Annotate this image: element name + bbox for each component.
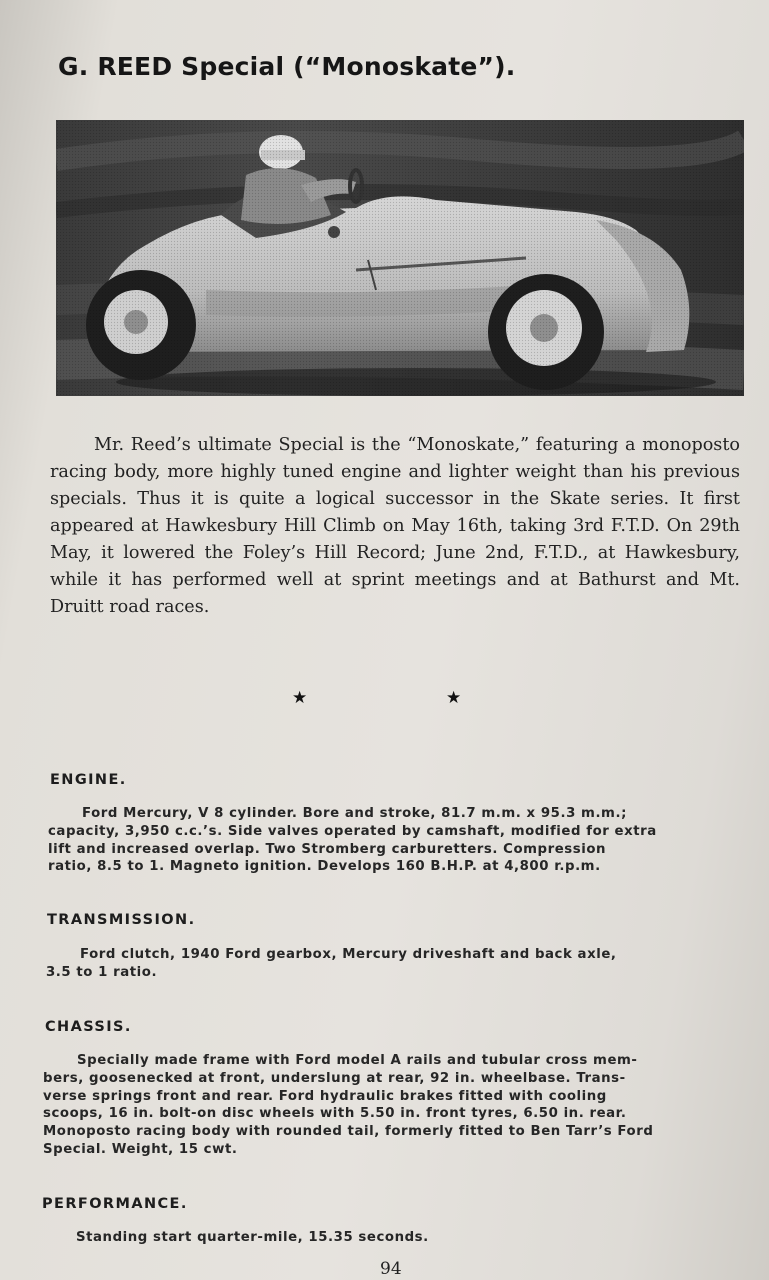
text-line: scoops, 16 in. bolt-on disc wheels with 5.50 in. front tyres, 6.50 in. rear. — [43, 1106, 627, 1122]
text-line: Monoposto racing body with rounded tail, formerly fitted to Ben Tarr’s Ford — [43, 1124, 654, 1140]
text-line: Ford clutch, 1940 Ford gearbox, Mercury driveshaft and back axle, — [80, 947, 617, 962]
text-line: lift and increased overlap. Two Stromberg carburetters. Compression — [48, 841, 607, 857]
engine-heading: ENGINE. — [50, 772, 127, 788]
text-line: Standing start quarter-mile, 15.35 seconds. — [76, 1230, 429, 1245]
text-line: Specially made frame with Ford model A rails and tubular cross mem- — [77, 1053, 638, 1068]
text-line: bers, goosenecked at front, underslung at rear, 92 in. wheelbase. Trans- — [43, 1070, 626, 1086]
engine-text — [48, 805, 740, 876]
performance-text — [42, 1229, 740, 1247]
chassis-text — [43, 1052, 740, 1159]
text-line: Special. Weight, 15 cwt. — [43, 1141, 238, 1157]
text-line: capacity, 3,950 c.c.’s. Side valves operated by camshaft, modified for extra — [48, 823, 657, 839]
transmission-text — [46, 946, 740, 982]
performance-heading: PERFORMANCE. — [42, 1196, 188, 1212]
text-line: Ford Mercury, V 8 cylinder. Bore and stroke, 81.7 m.m. x 95.3 m.m.; — [82, 806, 627, 821]
page-number: 94 — [380, 1259, 402, 1279]
transmission-heading: TRANSMISSION. — [47, 912, 196, 928]
racing-car-photo — [56, 120, 744, 396]
star-icon: ★ — [446, 688, 462, 708]
text-line: verse springs front and rear. Ford hydraulic brakes fitted with cooling — [43, 1088, 607, 1104]
page-title: G. REED Special (“Monoskate”). — [58, 52, 516, 81]
star-icon: ★ — [292, 688, 308, 708]
text-line: 3.5 to 1 ratio. — [46, 964, 158, 980]
intro-paragraph: Mr. Reed’s ultimate Special is the “Monoskate,” featuring a monoposto racing body, more highly tuned engine and lighter weight than his previous specials. Thus it is quite a logical successor in the Skate series. It first appeared at Hawkesbury Hill Climb on May 16th, taking 3rd F.T.D. On 29th May, it lowered the Foley’s Hill Record; June 2nd, F.T.D., at Hawkesbury, while it has performed well at sprint meetings and at Bathurst and Mt. Druitt road races. — [50, 435, 740, 617]
section-divider — [0, 688, 769, 712]
chassis-heading: CHASSIS. — [45, 1019, 132, 1035]
text-line: ratio, 8.5 to 1. Magneto ignition. Develops 160 B.H.P. at 4,800 r.p.m. — [48, 859, 601, 875]
